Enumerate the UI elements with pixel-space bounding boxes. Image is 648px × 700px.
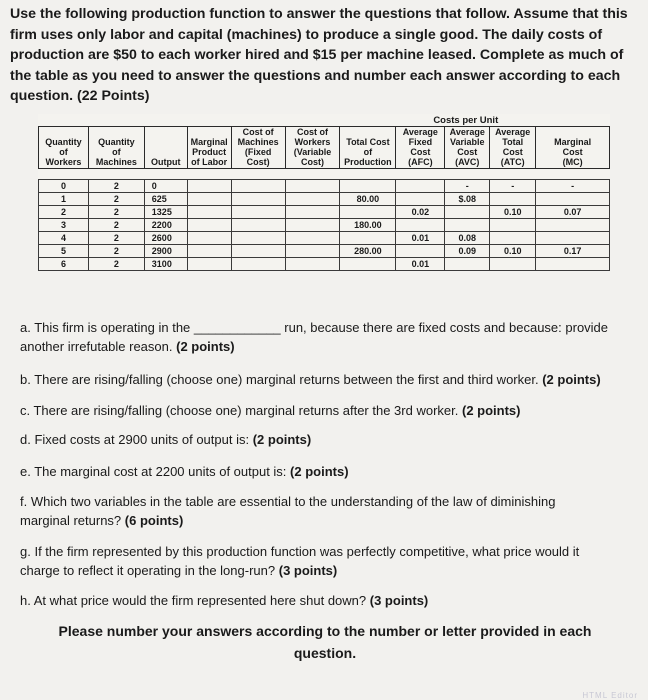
cell-cm (231, 206, 285, 219)
header-row-top (39, 114, 610, 127)
cell-workers: 3 (39, 219, 89, 232)
cell-mc (536, 232, 610, 245)
cell-afc (396, 219, 445, 232)
cell-atc: 0.10 (490, 206, 536, 219)
cell-machines: 2 (88, 258, 144, 271)
cell-output: 625 (144, 193, 187, 206)
production-cost-table (38, 114, 610, 271)
table-row (39, 245, 610, 258)
cell-machines: 2 (88, 245, 144, 258)
header-spacer (39, 114, 396, 127)
table-body (39, 180, 610, 271)
cell-avc: 0.09 (445, 245, 490, 258)
col-header-cost-workers: Cost of Workers (Variable Cost) (285, 127, 340, 169)
cell-tc: 180.00 (340, 219, 396, 232)
cell-machines: 2 (88, 206, 144, 219)
cell-output: 2200 (144, 219, 187, 232)
cell-mpl (187, 193, 231, 206)
cell-mc: 0.07 (536, 206, 610, 219)
cell-atc (490, 232, 536, 245)
table-row (39, 232, 610, 245)
cell-workers: 4 (39, 232, 89, 245)
cell-mc (536, 219, 610, 232)
cell-cw (285, 193, 340, 206)
cell-mc: 0.17 (536, 245, 610, 258)
cell-tc (340, 232, 396, 245)
cell-avc (445, 258, 490, 271)
cell-output: 1325 (144, 206, 187, 219)
cell-avc: - (445, 180, 490, 193)
cell-mpl (187, 206, 231, 219)
cell-cm (231, 258, 285, 271)
cell-atc: - (490, 180, 536, 193)
cell-mc (536, 258, 610, 271)
cell-mpl (187, 232, 231, 245)
question-d: d. Fixed costs at 2900 units of output is: (2 points) (20, 432, 312, 447)
cell-mc: - (536, 180, 610, 193)
cell-mpl (187, 180, 231, 193)
cell-cw (285, 206, 340, 219)
cell-avc (445, 219, 490, 232)
cell-cw (285, 245, 340, 258)
cell-workers: 1 (39, 193, 89, 206)
cell-workers: 5 (39, 245, 89, 258)
question-g: g. If the firm represented by this production function was perfectly competitive, what price would it charge to reflect it operating in the long-run? (3 points) (20, 544, 580, 578)
question-b: b. There are rising/falling (choose one) marginal returns between the first and third worker. (2 points) (20, 372, 601, 387)
costs-per-unit-header: Costs per Unit (433, 115, 499, 126)
header-gap-row (39, 169, 610, 180)
table-row (39, 219, 610, 232)
cell-afc: 0.01 (396, 258, 445, 271)
editor-watermark: HTML Editor (582, 691, 638, 700)
cell-atc: 0.10 (490, 245, 536, 258)
cell-tc (340, 206, 396, 219)
cell-tc: 280.00 (340, 245, 396, 258)
cell-workers: 6 (39, 258, 89, 271)
cell-cm (231, 180, 285, 193)
cell-output: 2600 (144, 232, 187, 245)
col-header-mc: Marginal Cost (MC) (536, 127, 610, 169)
cell-mc (536, 193, 610, 206)
cell-output: 2900 (144, 245, 187, 258)
table-row (39, 258, 610, 271)
cell-machines: 2 (88, 180, 144, 193)
cell-tc (340, 258, 396, 271)
cell-workers: 0 (39, 180, 89, 193)
col-header-total-cost: Total Cost of Production (340, 127, 396, 169)
question-e: e. The marginal cost at 2200 units of output is: (2 points) (20, 464, 349, 479)
instructions-paragraph: Use the following production function to answer the questions that follow. Assume that this firm uses only labor and capital (machines) to produce a single good. The daily costs of production are $50 to each worker hired and $15 per machine leased. Complete as much of the table as you need to answer the questions and number each answer according to each question. (22 Points) (10, 6, 628, 104)
table-row (39, 193, 610, 206)
cell-cw (285, 219, 340, 232)
cell-cm (231, 245, 285, 258)
cell-output: 0 (144, 180, 187, 193)
cell-workers: 2 (39, 206, 89, 219)
cell-atc (490, 193, 536, 206)
question-a: a. This firm is operating in the ____________ run, because there are fixed costs and because: provide another irrefutable reason. (2 points) (20, 320, 609, 354)
question-h: h. At what price would the firm represented here shut down? (3 points) (20, 593, 429, 608)
cell-atc (490, 219, 536, 232)
col-header-atc: Average Total Cost (ATC) (490, 127, 536, 169)
cell-machines: 2 (88, 193, 144, 206)
col-header-avc: Average Variable Cost (AVC) (445, 127, 490, 169)
cell-avc: 0.08 (445, 232, 490, 245)
cell-cm (231, 193, 285, 206)
cell-mpl (187, 245, 231, 258)
col-header-mpl: Marginal Product of Labor (187, 127, 231, 169)
production-table-area (38, 114, 610, 288)
cell-afc: 0.01 (396, 232, 445, 245)
cell-afc (396, 245, 445, 258)
closing-instruction: Please number your answers according to the number or letter provided in each question. (58, 623, 592, 661)
cell-machines: 2 (88, 232, 144, 245)
col-header-workers: Quantity of Workers (39, 127, 89, 169)
cell-atc (490, 258, 536, 271)
header-row (39, 127, 610, 169)
cell-cw (285, 232, 340, 245)
cell-cw (285, 258, 340, 271)
cell-mpl (187, 258, 231, 271)
cell-machines: 2 (88, 219, 144, 232)
cell-afc (396, 193, 445, 206)
question-c: c. There are rising/falling (choose one) marginal returns after the 3rd worker. (2 points) (20, 403, 521, 418)
table-row (39, 206, 610, 219)
cell-tc (340, 180, 396, 193)
cell-cm (231, 232, 285, 245)
col-header-afc: Average Fixed Cost (AFC) (396, 127, 445, 169)
cell-output: 3100 (144, 258, 187, 271)
cell-avc: $.08 (445, 193, 490, 206)
cell-tc: 80.00 (340, 193, 396, 206)
cell-afc: 0.02 (396, 206, 445, 219)
col-header-machines: Quantity of Machines (88, 127, 144, 169)
question-f: f. Which two variables in the table are essential to the understanding of the law of diminishing marginal returns? (6 points) (20, 494, 556, 528)
header-spacer-right (536, 114, 610, 127)
col-header-output: Output (144, 127, 187, 169)
cell-cm (231, 219, 285, 232)
col-header-cost-machines: Cost of Machines (Fixed Cost) (231, 127, 285, 169)
cell-cw (285, 180, 340, 193)
cell-mpl (187, 219, 231, 232)
table-row (39, 180, 610, 193)
cell-avc (445, 206, 490, 219)
cell-afc (396, 180, 445, 193)
